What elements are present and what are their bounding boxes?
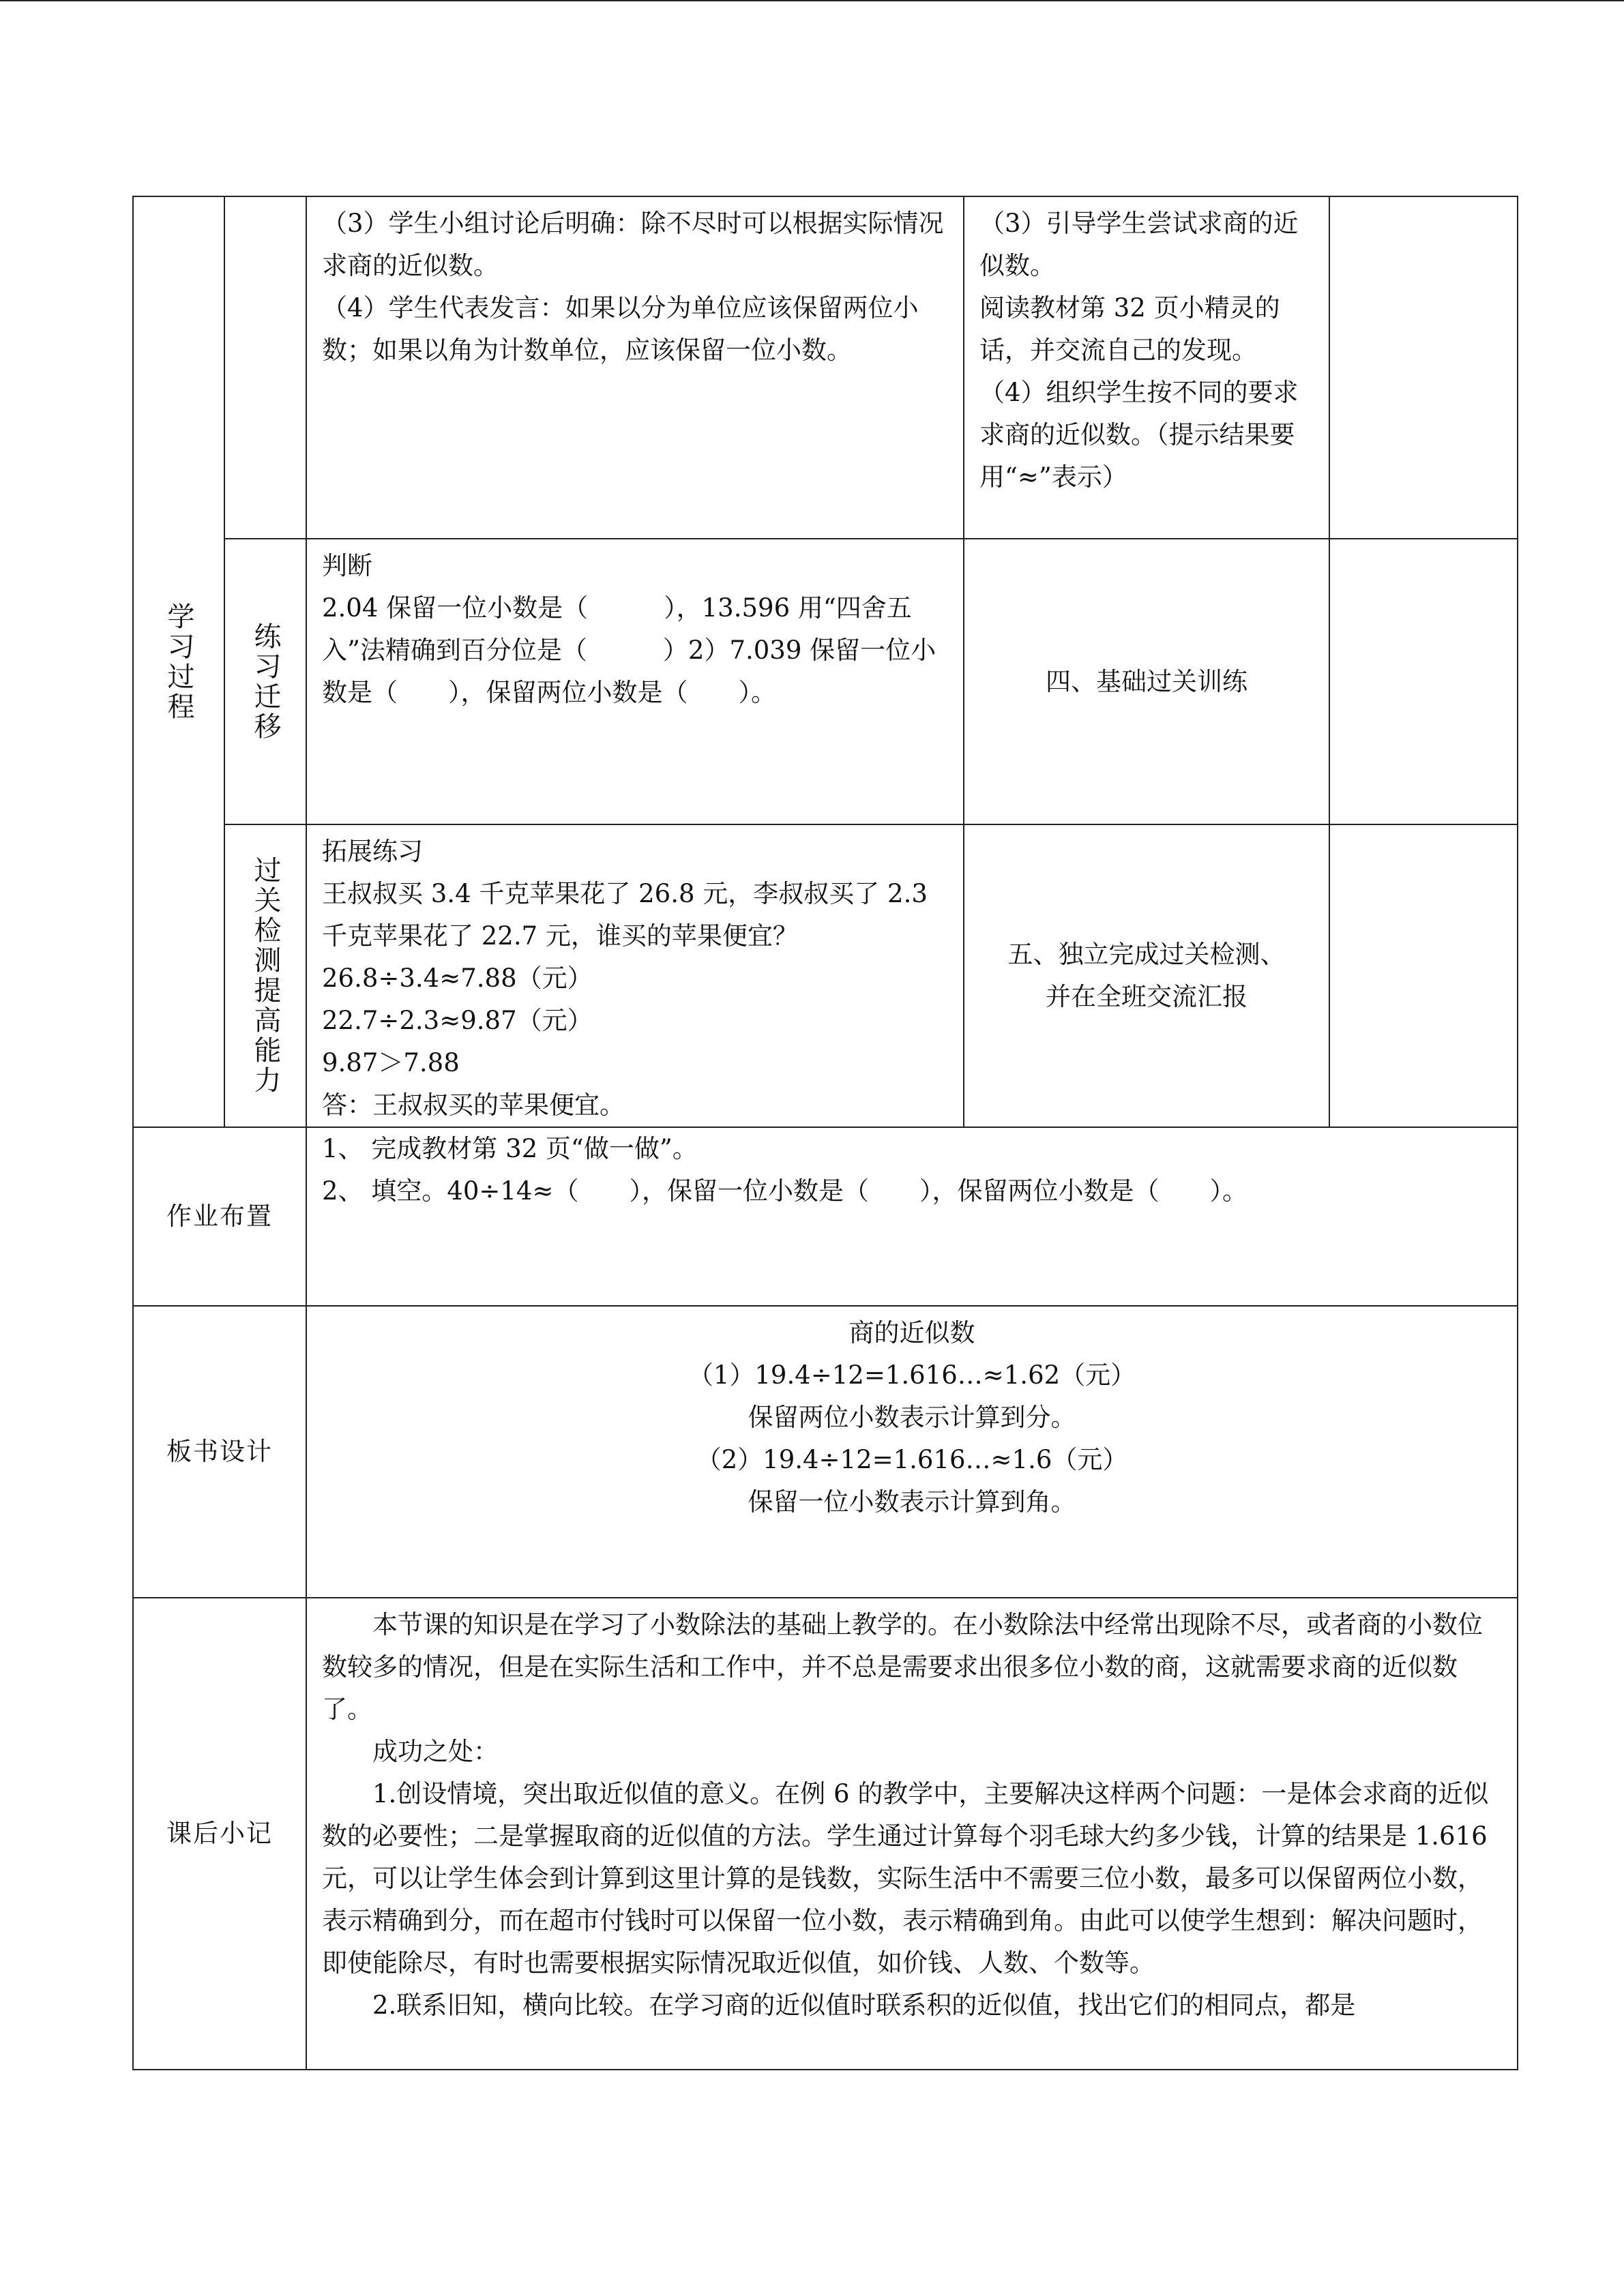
board-design-label: 板书设计	[133, 1306, 306, 1598]
student-line: 26.8÷3.4≈7.88（元）	[322, 964, 593, 993]
teacher-line: 并在全班交流汇报	[1046, 982, 1247, 1011]
reflection-paragraph: 本节课的知识是在学习了小数除法的基础上教学的。在小数除法中经常出现除不尽，或者商的小数位数较多的情况，但是在实际生活和工作中，并不总是需要求出很多位小数的商，这就需要求商的近似数了。	[322, 1610, 1483, 1724]
teacher-line: （3）引导学生尝试求商的近似数。	[979, 209, 1299, 280]
student-line: 9.87＞7.88	[322, 1048, 460, 1077]
board-line: （2）19.4÷12=1.616…≈1.6（元）	[696, 1445, 1128, 1474]
reflection-paragraph: 成功之处：	[372, 1737, 499, 1766]
homework-content-cell	[306, 1127, 1518, 1306]
teacher-line: 五、独立完成过关检测、	[1007, 940, 1286, 969]
student-line: 2.04 保留一位小数是（ ），13.596 用“四舍五入”法精确到百分位是（ ）2）7.039 保留一位小数是（ ），保留两位小数是（ ）。	[322, 593, 936, 707]
student-line: 判断	[322, 551, 372, 580]
reflection-paragraph: 1.创设情境，突出取近似值的意义。在例 6 的教学中，主要解决这样两个问题：一是体会求商的近似数的必要性；二是掌握取商的近似值的方法。学生通过计算每个羽毛球大约多少钱，计算的结果是 1.616 元，可以让学生体会到计算到这里计算的是钱数，实际生活中不需要三位小数，最多可以保留两位小数，表示精确到分，而在超市付钱时可以保留一位小数，表示精确到角。由此可以使学生想到：解决问题时，即使能除尽，有时也需要根据实际情况取近似值，如价钱、人数、个数等。	[322, 1779, 1489, 1978]
reflection-content-cell	[306, 1598, 1518, 2070]
learning-process-cell	[133, 196, 224, 1127]
student-activity-cell	[306, 196, 964, 539]
notes-column-cell	[1329, 539, 1518, 824]
assessment-label: 过关检测提高能力	[250, 856, 281, 1096]
board-line: （1）19.4÷12=1.616…≈1.62（元）	[688, 1360, 1136, 1390]
learning-row-discussion	[133, 196, 1518, 539]
empty-sublabel-cell	[224, 196, 306, 539]
page-top-border	[0, 0, 1624, 1]
student-line: 王叔叔买 3.4 千克苹果花了 26.8 元，李叔叔买了 2.3 千克苹果花了 22.7 元，谁买的苹果便宜？	[322, 879, 928, 951]
teacher-activity-cell	[964, 539, 1329, 824]
reflection-label: 课后小记	[133, 1598, 306, 2070]
homework-line: 2、 填空。40÷14≈（ ），保留一位小数是（ ），保留两位小数是（ ）。	[322, 1176, 1247, 1206]
student-line: （4）学生代表发言：如果以分为单位应该保留两位小数；如果以角为计数单位，应该保留一位小数。	[322, 293, 919, 365]
notes-column-cell	[1329, 196, 1518, 539]
practice-label-cell	[224, 539, 306, 824]
board-line: 保留两位小数表示计算到分。	[748, 1403, 1076, 1432]
reflection-paragraph: 2.联系旧知，横向比较。在学习商的近似值时联系积的近似值，找出它们的相同点，都是	[372, 1991, 1356, 2020]
homework-line: 1、 完成教材第 32 页“做一做”。	[322, 1134, 698, 1163]
teacher-line: （4）组织学生按不同的要求求商的近似数。（提示结果要用“≈”表示）	[979, 378, 1299, 492]
reflection-row	[133, 1598, 1518, 2070]
board-design-row	[133, 1306, 1518, 1598]
student-line: 22.7÷2.3≈9.87（元）	[322, 1006, 593, 1035]
learning-process-label: 学习过程	[163, 601, 194, 722]
learning-row-assessment	[133, 824, 1518, 1127]
student-line: 答：王叔叔买的苹果便宜。	[322, 1090, 625, 1120]
homework-label: 作业布置	[133, 1127, 306, 1306]
teacher-activity-cell	[964, 196, 1329, 539]
board-title: 商的近似数	[848, 1318, 975, 1347]
homework-row	[133, 1127, 1518, 1306]
board-line: 保留一位小数表示计算到角。	[748, 1487, 1076, 1517]
assessment-label-cell	[224, 824, 306, 1127]
learning-row-practice	[133, 539, 1518, 824]
student-line: （3）学生小组讨论后明确：除不尽时可以根据实际情况求商的近似数。	[322, 209, 944, 280]
student-line: 拓展练习	[322, 837, 423, 866]
teacher-line: 阅读教材第 32 页小精灵的话，并交流自己的发现。	[979, 293, 1280, 365]
teacher-activity-cell	[964, 824, 1329, 1127]
teacher-line: 四、基础过关训练	[1046, 666, 1247, 696]
notes-column-cell	[1329, 824, 1518, 1127]
student-activity-cell	[306, 824, 964, 1127]
lesson-plan-table	[132, 196, 1518, 2070]
board-design-content-cell	[306, 1306, 1518, 1598]
practice-label: 练习迁移	[250, 621, 281, 742]
student-activity-cell	[306, 539, 964, 824]
